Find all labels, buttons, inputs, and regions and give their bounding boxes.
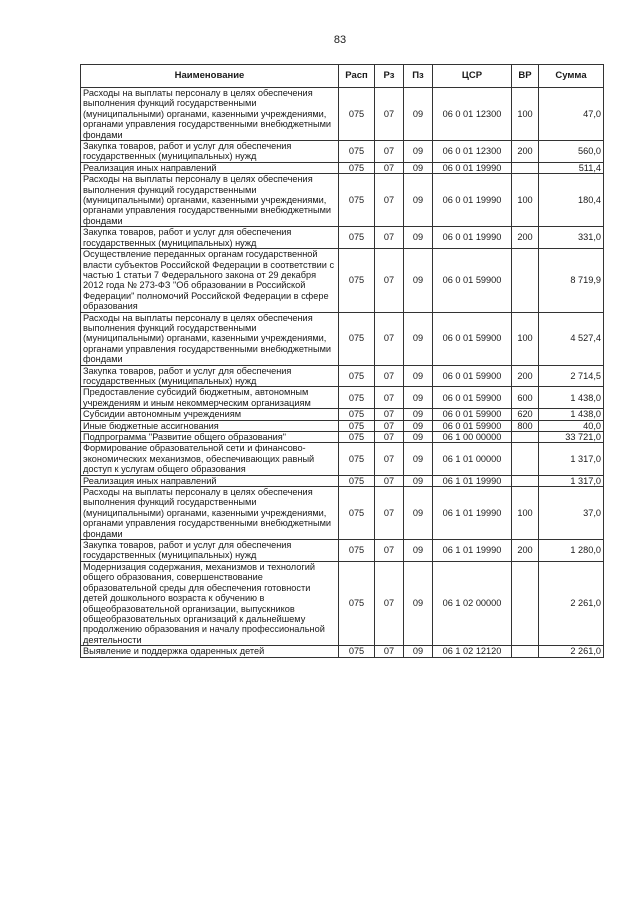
- cell-vr: 200: [512, 141, 539, 163]
- header-rz: Рз: [375, 65, 404, 88]
- cell-vr: 200: [512, 365, 539, 387]
- cell-csr: 06 0 01 19990: [433, 162, 512, 173]
- cell-csr: 06 0 01 59900: [433, 409, 512, 420]
- page-number: 83: [333, 34, 347, 46]
- cell-sum: 2 714,5: [539, 365, 604, 387]
- table-row: [81, 174, 604, 227]
- cell-rz: 07: [375, 409, 404, 420]
- cell-pz: 09: [404, 141, 433, 163]
- cell-name: Закупка товаров, работ и услуг для обеспечения государственных (муниципальных) нужд: [81, 227, 339, 249]
- cell-pz: 09: [404, 162, 433, 173]
- cell-vr: [512, 443, 539, 475]
- cell-sum: 4 527,4: [539, 312, 604, 365]
- table-row: [81, 487, 604, 540]
- table-row: [81, 387, 604, 409]
- cell-vr: 100: [512, 174, 539, 227]
- header-rasp: Расп: [339, 65, 375, 88]
- cell-name: Формирование образовательной сети и финансово-экономических механизмов, обеспечивающих равный доступ к услугам общего образования: [81, 443, 339, 475]
- cell-sum: 2 261,0: [539, 646, 604, 657]
- cell-sum: 180,4: [539, 174, 604, 227]
- cell-rasp: 075: [339, 420, 375, 431]
- cell-name: Закупка товаров, работ и услуг для обеспечения государственных (муниципальных) нужд: [81, 540, 339, 562]
- cell-rz: 07: [375, 443, 404, 475]
- cell-rz: 07: [375, 475, 404, 486]
- cell-pz: 09: [404, 387, 433, 409]
- cell-csr: 06 0 01 59900: [433, 387, 512, 409]
- cell-sum: 1 317,0: [539, 443, 604, 475]
- cell-sum: 331,0: [539, 227, 604, 249]
- cell-vr: [512, 432, 539, 443]
- cell-sum: 1 438,0: [539, 409, 604, 420]
- cell-rasp: 075: [339, 387, 375, 409]
- cell-csr: 06 0 01 59900: [433, 312, 512, 365]
- cell-sum: 40,0: [539, 420, 604, 431]
- cell-pz: 09: [404, 646, 433, 657]
- table-row: [81, 561, 604, 645]
- cell-name: Закупка товаров, работ и услуг для обеспечения государственных (муниципальных) нужд: [81, 365, 339, 387]
- cell-csr: 06 0 01 12300: [433, 88, 512, 141]
- cell-rz: 07: [375, 387, 404, 409]
- cell-vr: 200: [512, 540, 539, 562]
- cell-vr: 620: [512, 409, 539, 420]
- cell-csr: 06 0 01 59900: [433, 420, 512, 431]
- cell-name: Субсидии автономным учреждениям: [81, 409, 339, 420]
- cell-rasp: 075: [339, 409, 375, 420]
- cell-name: Осуществление переданных органам государственной власти субъектов Российской Федерации в соответствии с частью 1 статьи 7 Федерального закона от 29 декабря 2012 года № 273-ФЗ "Об образовании в Российской Федерации" полномочий Российской Федерации в сфере образования: [81, 249, 339, 312]
- cell-csr: 06 1 01 19990: [433, 475, 512, 486]
- cell-pz: 09: [404, 409, 433, 420]
- cell-csr: 06 0 01 19990: [433, 174, 512, 227]
- table-row: [81, 249, 604, 312]
- cell-sum: 1 317,0: [539, 475, 604, 486]
- cell-rasp: 075: [339, 174, 375, 227]
- header-pz: Пз: [404, 65, 433, 88]
- cell-rasp: 075: [339, 475, 375, 486]
- cell-rz: 07: [375, 561, 404, 645]
- cell-name: Расходы на выплаты персоналу в целях обеспечения выполнения функций государственными (муниципальными) органами, казенными учреждениями, органами управления государственными внебюджетными фондами: [81, 88, 339, 141]
- cell-vr: 100: [512, 312, 539, 365]
- cell-pz: 09: [404, 88, 433, 141]
- cell-rz: 07: [375, 162, 404, 173]
- cell-name: Реализация иных направлений: [81, 162, 339, 173]
- table-body: [81, 88, 604, 658]
- cell-sum: 33 721,0: [539, 432, 604, 443]
- cell-vr: 100: [512, 487, 539, 540]
- table-row: [81, 227, 604, 249]
- cell-rasp: 075: [339, 561, 375, 645]
- table-row: [81, 141, 604, 163]
- table-row: [81, 443, 604, 475]
- cell-pz: 09: [404, 540, 433, 562]
- cell-rasp: 075: [339, 227, 375, 249]
- cell-vr: 100: [512, 88, 539, 141]
- cell-csr: 06 1 01 00000: [433, 443, 512, 475]
- header-csr: ЦСР: [433, 65, 512, 88]
- header-name: Наименование: [81, 65, 339, 88]
- table-row: [81, 475, 604, 486]
- cell-csr: 06 0 01 12300: [433, 141, 512, 163]
- cell-rz: 07: [375, 174, 404, 227]
- cell-csr: 06 1 02 00000: [433, 561, 512, 645]
- table-row: [81, 540, 604, 562]
- cell-pz: 09: [404, 420, 433, 431]
- cell-name: Предоставление субсидий бюджетным, автономным учреждениям и иным некоммерческим организациям: [81, 387, 339, 409]
- cell-rz: 07: [375, 227, 404, 249]
- table-row: [81, 365, 604, 387]
- cell-vr: 800: [512, 420, 539, 431]
- cell-rz: 07: [375, 540, 404, 562]
- cell-rasp: 075: [339, 312, 375, 365]
- cell-sum: 47,0: [539, 88, 604, 141]
- budget-table: [80, 64, 604, 658]
- cell-pz: 09: [404, 432, 433, 443]
- cell-sum: 37,0: [539, 487, 604, 540]
- cell-pz: 09: [404, 561, 433, 645]
- cell-csr: 06 0 01 19990: [433, 227, 512, 249]
- cell-csr: 06 1 01 19990: [433, 487, 512, 540]
- cell-name: Подпрограмма "Развитие общего образования": [81, 432, 339, 443]
- cell-name: Расходы на выплаты персоналу в целях обеспечения выполнения функций государственными (муниципальными) органами, казенными учреждениями, органами управления государственными внебюджетными фондами: [81, 312, 339, 365]
- cell-rz: 07: [375, 88, 404, 141]
- cell-vr: [512, 475, 539, 486]
- cell-rz: 07: [375, 141, 404, 163]
- cell-vr: [512, 162, 539, 173]
- cell-vr: 600: [512, 387, 539, 409]
- cell-rasp: 075: [339, 443, 375, 475]
- cell-name: Выявление и поддержка одаренных детей: [81, 646, 339, 657]
- cell-rasp: 075: [339, 365, 375, 387]
- table-row: [81, 409, 604, 420]
- cell-pz: 09: [404, 174, 433, 227]
- cell-name: Модернизация содержания, механизмов и технологий общего образования, совершенствование образовательной среды для обеспечения готовности детей дошкольного возраста к обучению в общеобразовательной организации, выпускников общеобразовательных организаций к дальнейшему продолжению образования и началу профессиональной деятельности: [81, 561, 339, 645]
- cell-rasp: 075: [339, 540, 375, 562]
- cell-vr: [512, 646, 539, 657]
- cell-sum: 560,0: [539, 141, 604, 163]
- cell-rasp: 075: [339, 162, 375, 173]
- table-row: [81, 88, 604, 141]
- cell-rasp: 075: [339, 141, 375, 163]
- cell-rasp: 075: [339, 487, 375, 540]
- cell-sum: 1 438,0: [539, 387, 604, 409]
- cell-rasp: 075: [339, 249, 375, 312]
- cell-pz: 09: [404, 312, 433, 365]
- cell-name: Иные бюджетные ассигнования: [81, 420, 339, 431]
- cell-rz: 07: [375, 312, 404, 365]
- table-row: [81, 646, 604, 657]
- cell-vr: [512, 249, 539, 312]
- cell-pz: 09: [404, 365, 433, 387]
- header-sum: Сумма: [539, 65, 604, 88]
- table-row: [81, 432, 604, 443]
- table-row: [81, 312, 604, 365]
- cell-csr: 06 0 01 59900: [433, 365, 512, 387]
- table-row: [81, 420, 604, 431]
- cell-sum: 8 719,9: [539, 249, 604, 312]
- cell-name: Расходы на выплаты персоналу в целях обеспечения выполнения функций государственными (муниципальными) органами, казенными учреждениями, органами управления государственными внебюджетными фондами: [81, 174, 339, 227]
- cell-rz: 07: [375, 249, 404, 312]
- cell-pz: 09: [404, 475, 433, 486]
- cell-sum: 1 280,0: [539, 540, 604, 562]
- header-vr: ВР: [512, 65, 539, 88]
- cell-sum: 511,4: [539, 162, 604, 173]
- cell-sum: 2 261,0: [539, 561, 604, 645]
- table-header-row: [81, 65, 604, 88]
- cell-rz: 07: [375, 365, 404, 387]
- cell-rz: 07: [375, 646, 404, 657]
- cell-vr: 200: [512, 227, 539, 249]
- cell-rasp: 075: [339, 432, 375, 443]
- cell-csr: 06 1 01 19990: [433, 540, 512, 562]
- cell-name: Закупка товаров, работ и услуг для обеспечения государственных (муниципальных) нужд: [81, 141, 339, 163]
- cell-name: Реализация иных направлений: [81, 475, 339, 486]
- cell-pz: 09: [404, 227, 433, 249]
- cell-csr: 06 0 01 59900: [433, 249, 512, 312]
- cell-name: Расходы на выплаты персоналу в целях обеспечения выполнения функций государственными (муниципальными) органами, казенными учреждениями, органами управления государственными внебюджетными фондами: [81, 487, 339, 540]
- cell-csr: 06 1 00 00000: [433, 432, 512, 443]
- cell-pz: 09: [404, 249, 433, 312]
- cell-rasp: 075: [339, 88, 375, 141]
- table-row: [81, 162, 604, 173]
- cell-csr: 06 1 02 12120: [433, 646, 512, 657]
- cell-rz: 07: [375, 420, 404, 431]
- cell-pz: 09: [404, 443, 433, 475]
- cell-rz: 07: [375, 432, 404, 443]
- cell-rasp: 075: [339, 646, 375, 657]
- cell-vr: [512, 561, 539, 645]
- cell-pz: 09: [404, 487, 433, 540]
- cell-rz: 07: [375, 487, 404, 540]
